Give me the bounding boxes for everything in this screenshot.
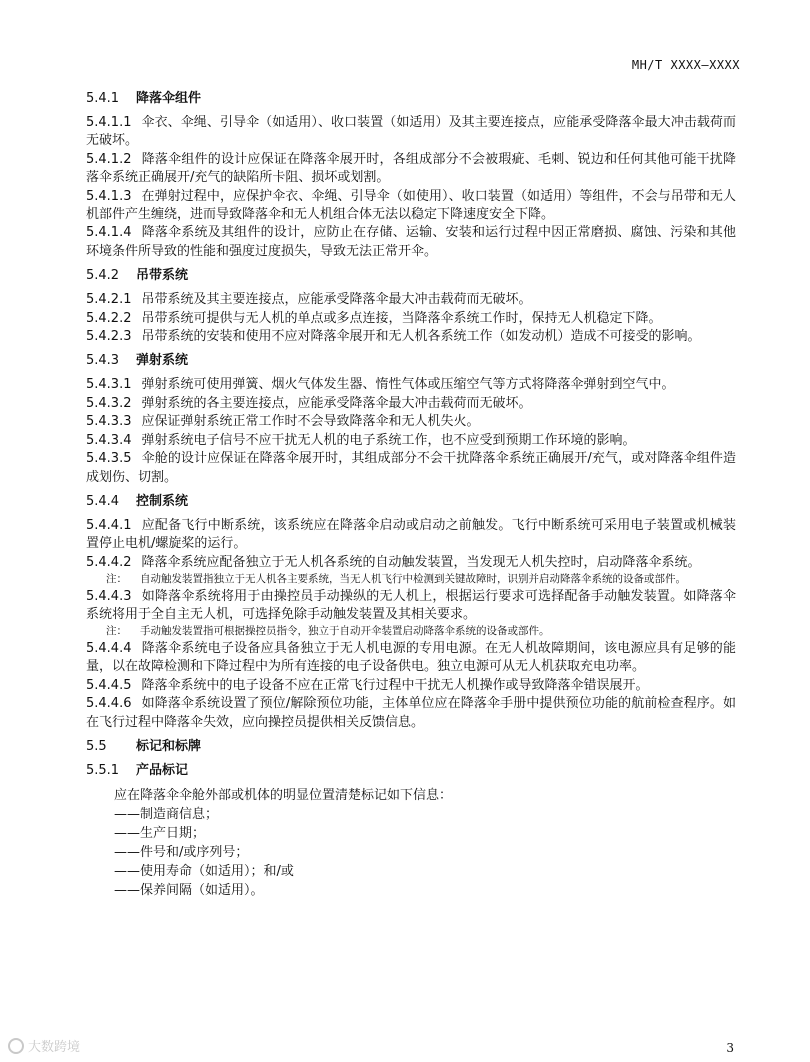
section-title: 控制系统: [136, 493, 189, 509]
clause-number: 5.4.3.2: [86, 395, 132, 411]
clause-text: 降落伞系统应配备独立于无人机各系统的自动触发装置，当发现无人机失控时，启动降落伞系统。: [141, 554, 701, 570]
section-heading: [86, 352, 736, 370]
clause-number: 5.4.3.3: [86, 414, 132, 430]
section-number: 5.5.1: [86, 762, 120, 778]
clause: [86, 395, 736, 413]
section-number: 5.4.1: [86, 91, 120, 106]
note-text: 手动触发装置指可根据操控员指令，独立于自动开伞装置启动降落伞系统的设备或部件。: [140, 625, 550, 638]
note: [106, 572, 736, 588]
clause: [86, 114, 736, 151]
clause-number: 5.4.2.2: [86, 310, 132, 326]
clause-text: 伞舱的设计应保证在降落伞展开时，其组成部分不会干扰降落伞系统正确展开/充气，或对降落伞组件造成划伤、切割。: [86, 451, 736, 485]
section-heading: [86, 738, 736, 756]
clause: [86, 376, 736, 394]
clause-number: 5.4.4.5: [86, 677, 132, 693]
note-label: 注：: [106, 625, 127, 638]
watermark-text: 大数跨境: [28, 1040, 81, 1055]
section-heading: [86, 493, 736, 511]
clause-text: 吊带系统及其主要连接点，应能承受降落伞最大冲击载荷而无破坏。: [141, 292, 532, 308]
section-number: 5.4.4: [86, 493, 120, 509]
clause-text: 伞衣、伞绳、引导伞（如适用）、收口装置（如适用）及其主要连接点，应能承受降落伞最大冲击载荷而无破坏。: [86, 115, 736, 149]
note-label: 注：: [106, 573, 127, 586]
list-item: ——保养间隔（如适用）。: [114, 882, 264, 898]
section-number: 5.4.3: [86, 353, 120, 369]
clause-text: 如降落伞系统将用于由操控员手动操纵的无人机上，根据运行要求可选择配备手动触发装置。如降落伞系统将用于全自主无人机，可选择免除手动触发装置及其相关要求。: [86, 588, 736, 623]
clause-number: 5.4.4.2: [86, 554, 132, 570]
clause-text: 应配备飞行中断系统，该系统应在降落伞启动或启动之前触发。飞行中断系统可采用电子装置或机械装置停止电机/螺旋桨的运行。: [86, 517, 736, 552]
clause-text: 吊带系统的安装和使用不应对降落伞展开和无人机各系统工作（如发动机）造成不可接受的影响。: [141, 329, 701, 345]
section-title: 降落伞组件: [136, 91, 202, 106]
section-title: 弹射系统: [136, 353, 189, 369]
clause-number: 5.4.2.3: [86, 329, 132, 345]
clause: [86, 151, 736, 188]
clause: [86, 554, 736, 572]
note-text: 自动触发装置指独立于无人机各主要系统，当无人机飞行中检测到关键故障时，识别并启动降落伞系统的设备或部件。: [140, 573, 686, 586]
clause-text: 弹射系统的各主要连接点，应能承受降落伞最大冲击载荷而无破坏。: [141, 395, 532, 411]
clause-number: 5.4.3.5: [86, 451, 132, 467]
page-number: 3: [726, 1041, 734, 1055]
clause-number: 5.4.4.6: [86, 696, 132, 712]
clause: [86, 310, 736, 328]
clause-text: 降落伞系统中的电子设备不应在正常飞行过程中干扰无人机操作或导致降落伞错误展开。: [141, 677, 649, 693]
clause-text: 吊带系统可提供与无人机的单点或多点连接，当降落伞系统工作时，保持无人机稳定下降。: [141, 310, 662, 326]
clause-number: 5.4.1.2: [86, 151, 132, 167]
watermark-icon: [8, 1038, 24, 1054]
clause: [86, 291, 736, 309]
clause: [86, 695, 736, 732]
list-item: ——制造商信息；: [114, 806, 219, 822]
clause: [86, 517, 736, 554]
clause-number: 5.4.4.4: [86, 640, 132, 656]
clause-text: 降落伞系统电子设备应具备独立于无人机电源的专用电源。在无人机故障期间，该电源应具有足够的能量，以在故障检测和下降过程中为所有连接的电子设备供电。独立电源可从无人机获取充电功率。: [86, 640, 736, 675]
document-code: MH/T XXXX—XXXX: [631, 58, 740, 72]
section-heading: [86, 267, 736, 285]
clause-text: 弹射系统电子信号不应干扰无人机的电子系统工作，也不应受到预期工作环境的影响。: [141, 432, 636, 448]
section-title: 标记和标牌: [136, 738, 202, 754]
clause: [86, 588, 736, 625]
section-heading: [86, 90, 736, 108]
clause-number: 5.4.1.3: [86, 188, 132, 204]
clause-number: 5.4.3.1: [86, 377, 132, 393]
clause: [86, 450, 736, 487]
clause: [86, 432, 736, 450]
clause-text: 弹射系统可使用弹簧、烟火气体发生器、惰性气体或压缩空气等方式将降落伞弹射到空气中。: [141, 377, 675, 393]
watermark: [8, 1036, 80, 1055]
note: [106, 624, 736, 640]
document-body: [86, 90, 736, 900]
clause-text: 降落伞系统及其组件的设计，应防止在存储、运输、安装和运行过程中因正常磨损、腐蚀、污染和其他环境条件所导致的性能和强度过度损失，导致无法正常开伞。: [86, 225, 736, 259]
clause-number: 5.4.1.4: [86, 225, 132, 241]
list-item: ——生产日期；: [114, 825, 206, 841]
clause-number: 5.4.3.4: [86, 432, 132, 448]
clause-text: 降落伞组件的设计应保证在降落伞展开时，各组成部分不会被瑕疵、毛刺、锐边和任何其他可能干扰降落伞系统正确展开/充气的缺陷所卡阻、损坏或划割。: [86, 151, 736, 186]
list-item: ——使用寿命（如适用）；和/或: [114, 863, 294, 879]
paragraph: 应在降落伞伞舱外部或机体的明显位置清楚标记如下信息：: [114, 787, 453, 803]
clause: [86, 413, 736, 431]
section-title: 产品标记: [136, 762, 189, 778]
clause: [86, 188, 736, 225]
section-title: 吊带系统: [136, 268, 189, 284]
section-number: 5.5: [86, 738, 107, 754]
clause: [86, 640, 736, 677]
clause-text: 如降落伞系统设置了预位/解除预位功能，主体单位应在降落伞手册中提供预位功能的航前检查程序。如在飞行过程中降落伞失效，应向操控员提供相关反馈信息。: [86, 696, 736, 730]
clause: [86, 224, 736, 261]
section-number: 5.4.2: [86, 268, 120, 284]
clause-text: 在弹射过程中，应保护伞衣、伞绳、引导伞（如使用）、收口装置（如适用）等组件，不会与吊带和无人机部件产生缠绕，进而导致降落伞和无人机组合体无法以稳定下降速度安全下降。: [86, 188, 736, 223]
list-item: ——件号和/或序列号；: [114, 844, 249, 860]
clause-number: 5.4.4.3: [86, 588, 132, 604]
clause-number: 5.4.4.1: [86, 517, 132, 533]
clause: [86, 328, 736, 346]
clause-number: 5.4.1.1: [86, 115, 132, 130]
clause: [86, 677, 736, 695]
clause-text: 应保证弹射系统正常工作时不会导致降落伞和无人机失火。: [141, 414, 480, 430]
section-heading: [86, 762, 736, 780]
clause-number: 5.4.2.1: [86, 292, 132, 308]
